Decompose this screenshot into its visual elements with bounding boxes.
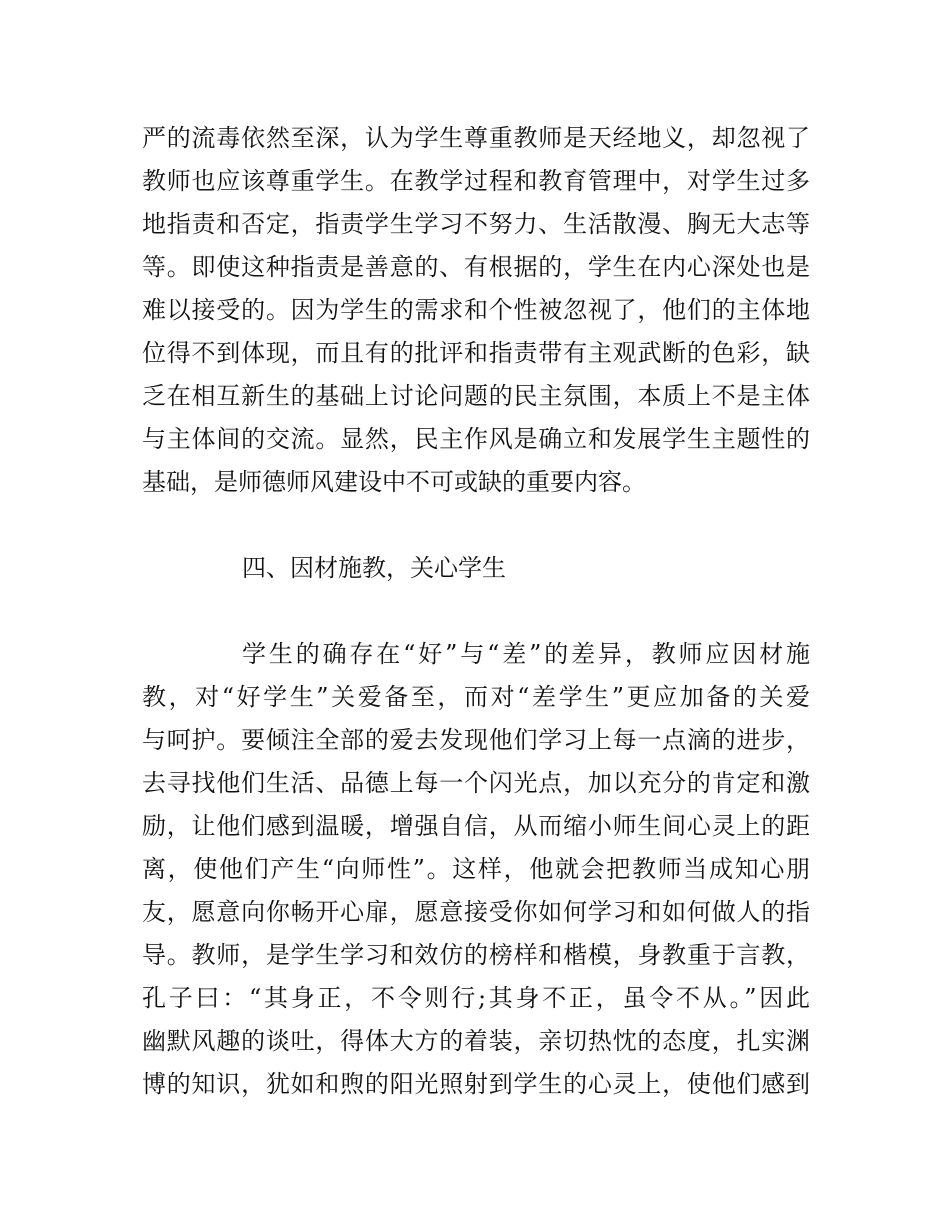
- paragraph-line: 去寻找他们生活、品德上每一个闪光点，加以充分的肯定和激: [142, 769, 810, 797]
- paragraph-line: 与呵护。要倾注全部的爱去发现他们学习上每一点滴的进步，: [142, 726, 810, 754]
- paragraph-line: 位得不到体现，而且有的批评和指责带有主观武断的色彩，缺: [142, 339, 810, 367]
- paragraph-line: 友，愿意向你畅开心扉，愿意接受你如何学习和如何做人的指: [142, 898, 810, 926]
- paragraph-line: 博的知识，犹如和煦的阳光照射到学生的心灵上，使他们感到: [142, 1070, 810, 1098]
- paragraph-line: 与主体间的交流。显然，民主作风是确立和发展学生主题性的: [142, 425, 810, 453]
- paragraph-line: 难以接受的。因为学生的需求和个性被忽视了，他们的主体地: [142, 296, 810, 324]
- paragraph-line: 严的流毒依然至深，认为学生尊重教师是天经地义，却忽视了: [142, 124, 810, 152]
- paragraph-line: 教师也应该尊重学生。在教学过程和教育管理中，对学生过多: [142, 167, 810, 195]
- paragraph-line: 励，让他们感到温暖，增强自信，从而缩小师生间心灵上的距: [142, 812, 810, 840]
- paragraph-line: 幽默风趣的谈吐，得体大方的着装，亲切热忱的态度，扎实渊: [142, 1027, 810, 1055]
- paragraph-line: 离，使他们产生“向师性”。这样，他就会把教师当成知心朋: [142, 855, 810, 883]
- section-heading: 四、因材施教，关心学生: [242, 554, 506, 582]
- paragraph-line: 导。教师，是学生学习和效仿的榜样和楷模，身教重于言教，: [142, 941, 810, 969]
- paragraph-line: 乏在相互新生的基础上讨论问题的民主氛围，本质上不是主体: [142, 382, 810, 410]
- paragraph-line: 学生的确存在“好”与“差”的差异，教师应因材施: [242, 640, 810, 668]
- paragraph-line: 等。即使这种指责是善意的、有根据的，学生在内心深处也是: [142, 253, 810, 281]
- paragraph-line: 地指责和否定，指责学生学习不努力、生活散漫、胸无大志等: [142, 210, 810, 238]
- paragraph-line: 孔子曰：“其身正，不令则行;其身不正，虽令不从。”因此: [142, 984, 810, 1012]
- paragraph-line: 教，对“好学生”关爱备至，而对“差学生”更应加备的关爱: [142, 683, 810, 711]
- paragraph-line: 基础，是师德师风建设中不可或缺的重要内容。: [142, 468, 646, 496]
